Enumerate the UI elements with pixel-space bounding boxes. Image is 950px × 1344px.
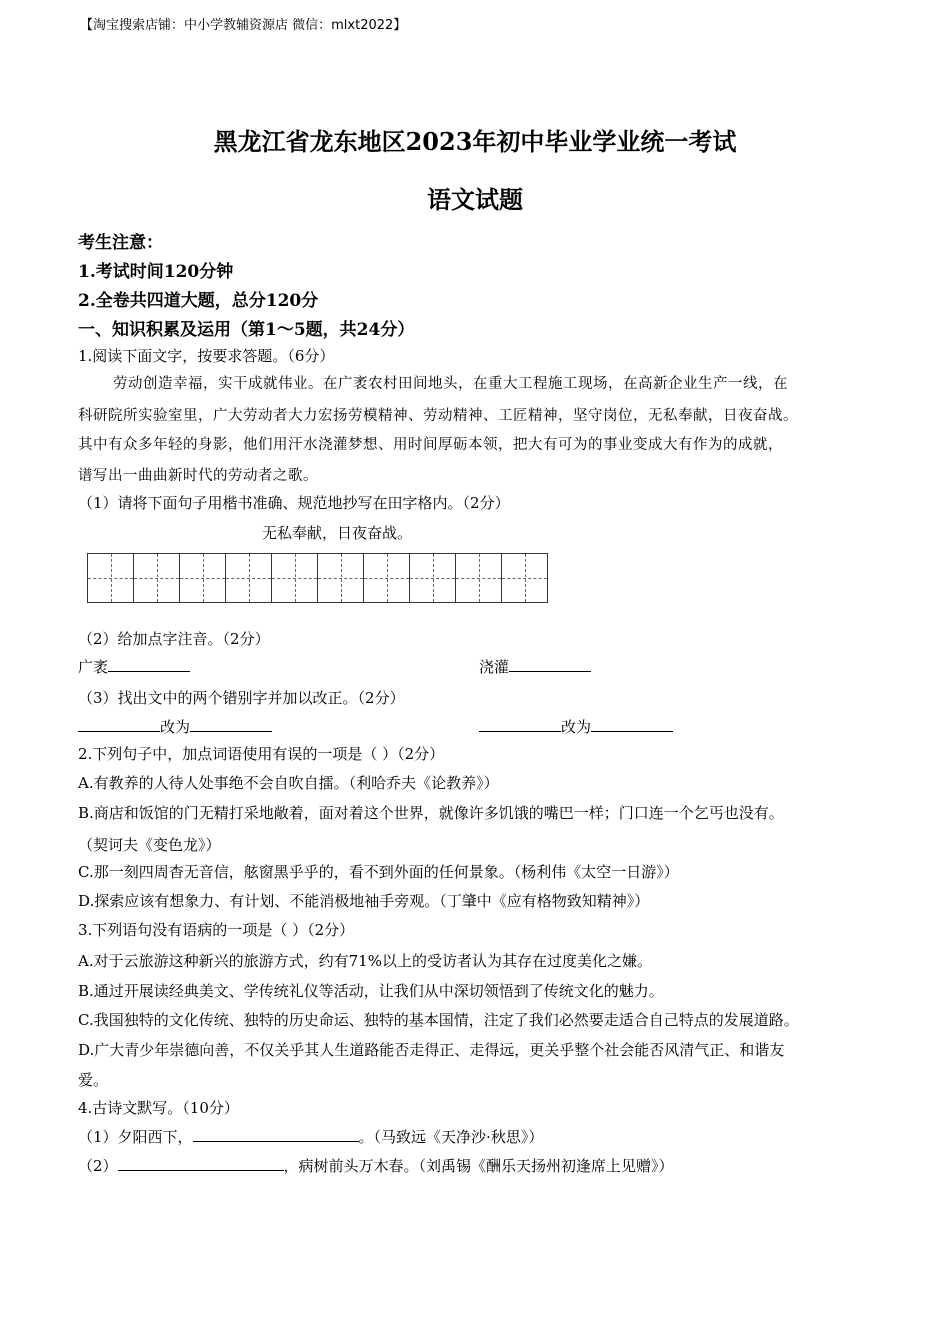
q4-sub1-prefix: （1）夕阳西下， (78, 1128, 193, 1146)
grid-cell[interactable] (364, 554, 410, 602)
grid-cell[interactable] (272, 554, 318, 602)
q1-sub2: （2）给加点字注音。（2分） (78, 630, 270, 648)
correct-label: 改为 (561, 718, 592, 736)
pinyin-right (479, 656, 591, 677)
right-char-blank[interactable] (591, 717, 673, 732)
pinyin-left-word: 广袤 (78, 658, 109, 676)
q1-passage-line: 科研院所实验室里，广大劳动者大力宏扬劳模精神、劳动精神、工匠精神，坚守岗位，无私奉献，日夜奋战。 (78, 408, 798, 424)
q2-option-c: C.那一刻四周杳无音信，舷窗黑乎乎的，看不到外面的任何景象。（杨利伟《太空一日游》） (78, 863, 679, 881)
q2-option-b: B.商店和饭馆的门无精打采地敞着，面对着这个世界，就像许多饥饿的嘴巴一样；门口连一个乞丐也没有。 (78, 804, 784, 822)
correction-right (479, 716, 673, 737)
q3-stem: 3.下列语句没有语病的一项是（ ）（2分） (78, 921, 355, 939)
q2-option-b-source: （契诃夫《变色龙》） (78, 836, 221, 854)
q1-passage-line: 其中有众多年轻的身影，他们用汗水浇灌梦想、用时间厚砺本领，把大有可为的事业变成大有作为的成就， (78, 437, 783, 453)
notice-item-2: 2.全卷共四道大题，总分120分 (78, 291, 319, 311)
grid-cell[interactable] (134, 554, 180, 602)
q4-sub1-suffix: 。（马致远《天净沙·秋思》） (358, 1128, 544, 1146)
q1-passage-line: 谱写出一曲曲新时代的劳动者之歌。 (78, 468, 318, 484)
q4-stem: 4.古诗文默写。（10分） (78, 1099, 239, 1117)
pinyin-left-blank[interactable] (108, 657, 190, 672)
q3-option-b: B.通过开展读经典美文、学传统礼仪等活动，让我们从中深切领悟到了传统文化的魅力。 (78, 982, 664, 1000)
pinyin-right-blank[interactable] (509, 657, 591, 672)
grid-cell[interactable] (502, 554, 548, 602)
grid-cell[interactable] (226, 554, 272, 602)
grid-cell[interactable] (88, 554, 134, 602)
q4-sub2-prefix: （2） (78, 1157, 118, 1175)
poem-blank-1[interactable] (193, 1127, 359, 1142)
q4-sub2 (78, 1155, 674, 1176)
exam-subtitle: 语文试题 (427, 185, 523, 214)
exam-title: 黑龙江省龙东地区2023年初中毕业学业统一考试 (213, 127, 737, 156)
q1-stem: 1.阅读下面文字，按要求答题。（6分） (78, 347, 335, 365)
q4-sub1 (78, 1126, 543, 1147)
q1-sub1: （1）请将下面句子用楷书准确、规范地抄写在田字格内。（2分） (78, 494, 510, 512)
q3-option-a: A.对于云旅游这种新兴的旅游方式，约有71%以上的受访者认为其存在过度美化之嫌。 (78, 952, 652, 970)
poem-blank-2[interactable] (118, 1156, 284, 1171)
q3-option-d-cont: 爱。 (78, 1071, 109, 1089)
q2-option-a: A.有教养的人待人处事绝不会自吹自擂。（利哈乔夫《论教养》） (78, 774, 499, 792)
q1-sub3: （3）找出文中的两个错别字并加以改正。（2分） (78, 689, 405, 707)
q2-option-d: D.探索应该有想象力、有计划、不能消极地袖手旁观。（丁肇中《应有格物致知精神》） (78, 892, 650, 910)
tianzige-grid[interactable] (87, 553, 548, 603)
q1-passage-line: 劳动创造幸福，实干成就伟业。在广袤农村田间地头，在重大工程施工现场，在高新企业生产一线，在 (113, 376, 788, 392)
grid-cell[interactable] (456, 554, 502, 602)
grid-cell[interactable] (318, 554, 364, 602)
header-note: 【淘宝搜索店铺：中小学教辅资源店 微信：mlxt2022】 (80, 18, 407, 33)
q3-option-d: D.广大青少年崇德向善，不仅关乎其人生道路能否走得正、走得远，更关乎整个社会能否风清气正、和谐友 (78, 1041, 785, 1059)
q3-option-c: C.我国独特的文化传统、独特的历史命运、独特的基本国情，注定了我们必然要走适合自己特点的发展道路。 (78, 1011, 799, 1029)
q4-sub2-suffix: ，病树前头万木春。（刘禹锡《酬乐天扬州初逢席上见赠》） (283, 1157, 674, 1175)
correction-left (78, 716, 272, 737)
q2-stem: 2.下列句子中，加点词语使用有误的一项是（ ）（2分） (78, 745, 445, 763)
grid-cell[interactable] (410, 554, 456, 602)
wrong-char-blank[interactable] (78, 717, 160, 732)
wrong-char-blank[interactable] (479, 717, 561, 732)
notice-heading: 考生注意： (78, 233, 163, 253)
pinyin-left (78, 656, 190, 677)
copy-sentence: 无私奉献，日夜奋战。 (262, 524, 413, 542)
notice-item-1: 1.考试时间120分钟 (78, 262, 234, 282)
correct-label: 改为 (160, 718, 191, 736)
grid-cell[interactable] (180, 554, 226, 602)
pinyin-right-word: 浇灌 (479, 658, 510, 676)
right-char-blank[interactable] (190, 717, 272, 732)
section-1-heading: 一、知识积累及运用（第1～5题，共24分） (78, 320, 415, 340)
